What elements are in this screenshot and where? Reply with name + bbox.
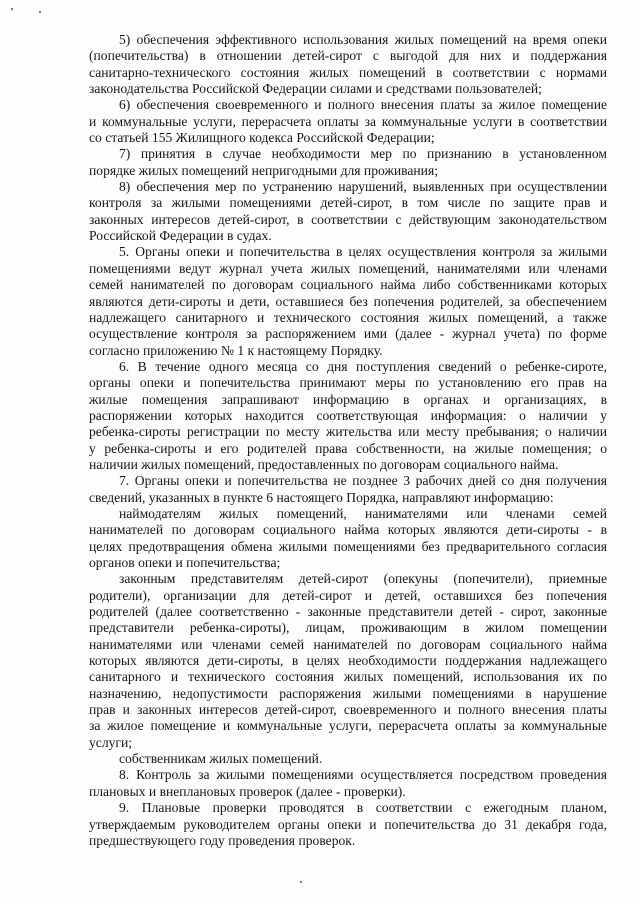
text-line-content: 8. Контроль за жилыми помещениями осуществляется посредством проведения bbox=[119, 767, 607, 783]
text-line bbox=[89, 637, 607, 653]
paragraph bbox=[89, 800, 607, 849]
text-line bbox=[89, 702, 607, 718]
text-line bbox=[89, 65, 607, 81]
text-line bbox=[89, 424, 607, 440]
text-line-content: санитарно-технического состояния жилых помещений в соответствии с нормами bbox=[89, 64, 607, 80]
text-line bbox=[89, 392, 607, 408]
paragraph bbox=[89, 359, 607, 473]
text-line-content: и коммунальные услуги, перерасчета оплаты за коммунальные услуги в соответствии bbox=[89, 113, 607, 129]
paragraph bbox=[89, 244, 607, 358]
text-line-content: контроля за жилыми помещениями детей-сирот, в том числе по защите прав и bbox=[89, 195, 607, 211]
text-line-content: согласно приложению № 1 к настоящему Порядку. bbox=[89, 342, 383, 358]
text-line bbox=[89, 48, 607, 64]
text-line bbox=[89, 441, 607, 457]
text-line bbox=[89, 490, 607, 506]
paragraph bbox=[89, 32, 607, 97]
text-line bbox=[89, 539, 607, 555]
text-line-content: наймодателям жилых помещений, нанимателями или членами семей bbox=[119, 505, 607, 521]
text-line-content: ребенка-сироты регистрации по месту жительства или месту пребывания; о наличии bbox=[89, 424, 607, 440]
text-line-content: помещениями ведут журнал учета жилых помещений, нанимателями или членами bbox=[89, 260, 607, 276]
text-line bbox=[89, 212, 607, 228]
text-line-content: прав и законных интересов детей-сирот, своевременного и полного внесения платы bbox=[89, 702, 607, 718]
text-line bbox=[89, 81, 607, 97]
text-line bbox=[89, 97, 607, 113]
text-line bbox=[89, 146, 607, 162]
text-line bbox=[89, 473, 607, 489]
text-line bbox=[89, 555, 607, 571]
paragraph bbox=[89, 97, 607, 146]
text-line-content: предшествующего году проведения проверок. bbox=[89, 832, 356, 848]
text-line bbox=[89, 588, 607, 604]
text-line-content: Российской Федерации в судах. bbox=[89, 228, 272, 244]
text-line bbox=[89, 833, 607, 849]
text-line bbox=[89, 32, 607, 48]
text-line bbox=[89, 767, 607, 783]
text-line-content: целях предотвращения обмена жилыми помещениями без предварительного согласия bbox=[89, 538, 607, 554]
text-line-content: санитарного и технического состояния жилых помещений, использования их по bbox=[89, 669, 607, 685]
text-line bbox=[89, 228, 607, 244]
text-line-content: у ребенка-сироты и его родителей права собственности, на жилые помещения; о bbox=[89, 440, 607, 456]
text-line-content: 6) обеспечения своевременного и полного внесения платы за жилое помещение bbox=[119, 97, 607, 113]
text-column bbox=[89, 32, 607, 849]
text-line-content: плановых и внеплановых проверок (далее - проверки). bbox=[89, 783, 406, 799]
text-line bbox=[89, 310, 607, 326]
text-line bbox=[89, 163, 607, 179]
text-line bbox=[89, 735, 607, 751]
text-line bbox=[89, 686, 607, 702]
paragraph bbox=[89, 473, 607, 506]
text-line bbox=[89, 261, 607, 277]
text-line bbox=[89, 817, 607, 833]
text-line-content: органы опеки и попечительства принимают меры по установлению его прав на bbox=[89, 375, 607, 391]
text-line-content: услуги; bbox=[89, 734, 133, 750]
text-line-content: порядке жилых помещений непригодными для проживания; bbox=[89, 162, 438, 178]
scan-speck bbox=[11, 8, 13, 10]
paragraph bbox=[89, 179, 607, 244]
text-line bbox=[89, 653, 607, 669]
text-line-content: утверждаемым руководителем органы опеки и попечительства до 31 декабря года, bbox=[89, 816, 607, 832]
paragraph bbox=[89, 506, 607, 571]
text-line bbox=[89, 620, 607, 636]
text-line bbox=[89, 359, 607, 375]
text-line bbox=[89, 408, 607, 424]
text-line-content: распоряжении которых находится соответствующая информация: о наличии у bbox=[89, 407, 607, 423]
text-line-content: органов опеки и попечительства; bbox=[89, 555, 281, 570]
text-line-content: 7) принятия в случае необходимости мер по признанию в установленном bbox=[119, 146, 607, 162]
text-line-content: 8) обеспечения мер по устранению нарушений, выявленных при осуществлении bbox=[119, 179, 607, 195]
text-line-content: которых являются дети-сироты, в целях необходимости поддержания надлежащего bbox=[89, 653, 607, 669]
text-line-content: 5. Органы опеки и попечительства в целях осуществления контроля за жилыми bbox=[119, 244, 607, 260]
text-line-content: назначению, недопустимости распоряжения жилыми помещениями в нарушение bbox=[89, 685, 607, 701]
text-line-content: 5) обеспечения эффективного использования жилых помещений на время опеки bbox=[119, 32, 607, 47]
text-line bbox=[89, 784, 607, 800]
text-line bbox=[89, 244, 607, 260]
text-line bbox=[89, 571, 607, 587]
text-line bbox=[89, 179, 607, 195]
text-line bbox=[89, 718, 607, 734]
text-line bbox=[89, 800, 607, 816]
text-line bbox=[89, 522, 607, 538]
paragraph bbox=[89, 146, 607, 179]
text-line-content: осуществление контроля за распоряжением ими (далее - журнал учета) по форме bbox=[89, 326, 607, 342]
text-line-content: со статьей 155 Жилищного кодекса Российской Федерации; bbox=[89, 130, 435, 146]
paragraph bbox=[89, 767, 607, 800]
text-line-content: сведений, указанных в пункте 6 настоящего Порядка, направляют информацию: bbox=[89, 489, 554, 505]
text-line bbox=[89, 506, 607, 522]
text-line-content: законным представителям детей-сирот (опекуны (попечители), приемные bbox=[119, 571, 607, 587]
text-line bbox=[89, 343, 607, 359]
text-line bbox=[89, 130, 607, 146]
scan-speck bbox=[300, 881, 302, 883]
text-line-content: нанимателей по договорам социального найма которых являются дети-сироты - в bbox=[89, 522, 607, 538]
text-line-content: 6. В течение одного месяца со дня поступления сведений о ребенке-сироте, bbox=[119, 358, 607, 374]
text-line-content: собственникам жилых помещений. bbox=[119, 751, 323, 767]
text-line-content: законных интересов детей-сирот, в соответствии с действующим законодательством bbox=[89, 211, 607, 227]
text-line-content: семей нанимателей по договорам социального найма либо собственниками которых bbox=[89, 277, 607, 293]
text-line-content: являются дети-сироты и дети, оставшиеся без попечения родителей, за обеспечением bbox=[89, 293, 607, 309]
text-line bbox=[89, 195, 607, 211]
text-line-content: жилые помещения запрашивают информацию в органах и организациях, в bbox=[89, 391, 607, 407]
text-line bbox=[89, 114, 607, 130]
text-line-content: родителей (далее соответственно - законные представители детей - сирот, законные bbox=[89, 604, 607, 620]
text-line bbox=[89, 604, 607, 620]
text-line-content: наличии жилых помещений, предоставленных по договорам социального найма. bbox=[89, 456, 559, 472]
text-line-content: (попечительства) в отношении детей-сирот с выгодой для них и поддержания bbox=[89, 48, 607, 64]
text-line bbox=[89, 457, 607, 473]
text-line bbox=[89, 751, 607, 767]
text-line-content: нанимателями или членами семей нанимателей по договорам социального найма bbox=[89, 636, 607, 652]
text-line bbox=[89, 669, 607, 685]
text-line-content: 7. Органы опеки и попечительства не позднее 3 рабочих дней со дня получения bbox=[119, 473, 607, 489]
text-line-content: родители), организации для детей-сирот и детей, оставшихся без попечения bbox=[89, 587, 607, 603]
text-line-content: надлежащего санитарного и технического состояния жилых помещений, а также bbox=[89, 309, 607, 325]
text-line bbox=[89, 294, 607, 310]
text-line-content: за жилое помещение и коммунальные услуги, перерасчета оплаты за коммунальные bbox=[89, 718, 607, 734]
text-line-content: представители ребенка-сироты), лицам, проживающим в жилом помещении bbox=[89, 620, 607, 636]
text-line bbox=[89, 277, 607, 293]
text-line-content: законодательства Российской Федерации силами и средствами пользователей; bbox=[89, 81, 542, 97]
text-line-content: 9. Плановые проверки проводятся в соответствии с ежегодным планом, bbox=[119, 800, 607, 816]
text-line bbox=[89, 326, 607, 342]
scan-speck bbox=[39, 11, 41, 13]
paragraph bbox=[89, 751, 607, 767]
text-line bbox=[89, 375, 607, 391]
paragraph bbox=[89, 571, 607, 751]
